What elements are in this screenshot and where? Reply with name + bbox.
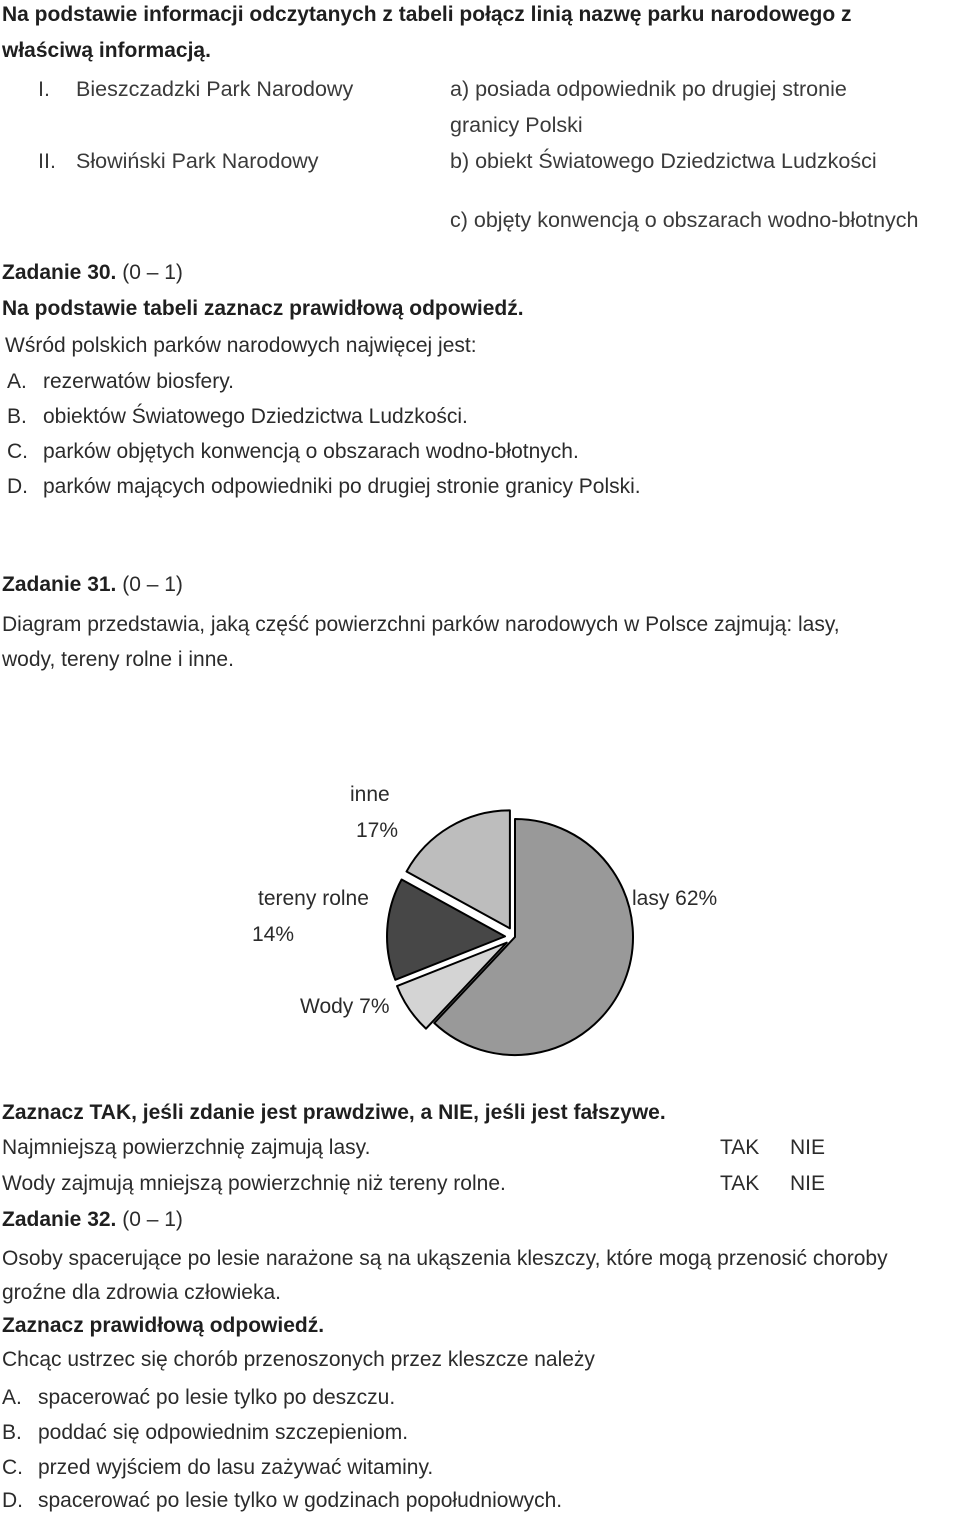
q30-answer-b-letter: B.: [7, 405, 27, 428]
q29-option-a-line2: granicy Polski: [450, 113, 583, 137]
q29-instruction-line1: Na podstawie informacji odczytanych z tabeli połącz linią nazwę parku narodowego z: [2, 3, 852, 26]
q32-points: (0 – 1): [122, 1208, 183, 1231]
q31-points: (0 – 1): [122, 573, 183, 596]
q31-title-bold: Zadanie 31.: [2, 573, 117, 596]
q31-statement-2-yes[interactable]: TAK: [720, 1172, 760, 1195]
q29-option-c: c) objęty konwencją o obszarach wodno-błotnych: [450, 208, 919, 232]
q29-park-2-num: II.: [38, 149, 56, 173]
q30-question: Wśród polskich parków narodowych najwięcej jest:: [5, 334, 477, 357]
q32-answer-b[interactable]: poddać się odpowiednim szczepieniom.: [38, 1421, 409, 1444]
q32-question: Chcąc ustrzec się chorób przenoszonych przez kleszcze należy: [2, 1348, 595, 1371]
q32-context-line2: groźne dla zdrowia człowieka.: [2, 1281, 281, 1304]
q32-title-bold: Zadanie 32.: [2, 1208, 117, 1231]
q31-statement-1: Najmniejszą powierzchnię zajmują lasy.: [2, 1136, 371, 1159]
q30-points: (0 – 1): [122, 261, 183, 284]
q32-context-line1: Osoby spacerujące po lesie narażone są na ukąszenia kleszczy, które mogą przenosić choroby: [2, 1247, 888, 1270]
q31-statement-1-no[interactable]: NIE: [790, 1136, 826, 1159]
q30-answer-d-letter: D.: [7, 475, 28, 498]
label-rolne-pct: 14%: [252, 923, 295, 946]
q29-park-1-num: I.: [38, 77, 50, 101]
label-rolne-name: tereny rolne: [258, 887, 369, 910]
q32-answer-b-letter: B.: [2, 1421, 22, 1444]
q32-answer-c-letter: C.: [2, 1456, 23, 1479]
q31-statement-1-yes[interactable]: TAK: [720, 1136, 760, 1159]
label-wody: Wody 7%: [300, 995, 390, 1018]
label-inne-pct: 17%: [356, 819, 399, 842]
q30-instruction: Na podstawie tabeli zaznacz prawidłową odpowiedź.: [2, 297, 524, 320]
q32-answer-d-letter: D.: [2, 1489, 23, 1512]
q30-answer-a[interactable]: rezerwatów biosfery.: [43, 370, 235, 393]
q30-title-bold: Zadanie 30.: [2, 261, 117, 284]
q29-park-2-name: Słowiński Park Narodowy: [76, 149, 319, 173]
q32-instruction: Zaznacz prawidłową odpowiedź.: [2, 1314, 325, 1337]
pie-slices: [387, 810, 633, 1055]
q32-answer-d[interactable]: spacerować po lesie tylko w godzinach popołudniowych.: [38, 1489, 563, 1512]
q31-description-line2: wody, tereny rolne i inne.: [2, 648, 234, 671]
q31-description-line1: Diagram przedstawia, jaką część powierzchni parków narodowych w Polsce zajmują: lasy,: [2, 613, 840, 636]
q29-option-a-line1: a) posiada odpowiednik po drugiej stronie: [450, 77, 847, 101]
q31-statement-2-no[interactable]: NIE: [790, 1172, 826, 1195]
q32-answer-a-letter: A.: [2, 1386, 22, 1409]
label-inne-name: inne: [350, 783, 390, 806]
q29-park-1-name: Bieszczadzki Park Narodowy: [76, 77, 354, 101]
q30-answer-b[interactable]: obiektów Światowego Dziedzictwa Ludzkości.: [43, 405, 468, 428]
q31-statement-2: Wody zajmują mniejszą powierzchnię niż tereny rolne.: [2, 1172, 506, 1195]
q29-instruction-line2: właściwą informacją.: [2, 39, 211, 62]
label-lasy: lasy 62%: [632, 887, 718, 910]
q32-answer-c[interactable]: przed wyjściem do lasu zażywać witaminy.: [38, 1456, 434, 1479]
q30-answer-c-letter: C.: [7, 440, 28, 463]
q31-tf-instruction: Zaznacz TAK, jeśli zdanie jest prawdziwe, a NIE, jeśli jest fałszywe.: [2, 1101, 666, 1124]
q29-option-b: b) obiekt Światowego Dziedzictwa Ludzkości: [450, 149, 877, 173]
q30-answer-d[interactable]: parków mających odpowiedniki po drugiej stronie granicy Polski.: [43, 475, 641, 498]
q32-answer-a[interactable]: spacerować po lesie tylko po deszczu.: [38, 1386, 396, 1409]
q32-title: [2, 1207, 183, 1232]
q30-answer-a-letter: A.: [7, 370, 27, 393]
q30-answer-c[interactable]: parków objętych konwencją o obszarach wodno-błotnych.: [43, 440, 579, 463]
